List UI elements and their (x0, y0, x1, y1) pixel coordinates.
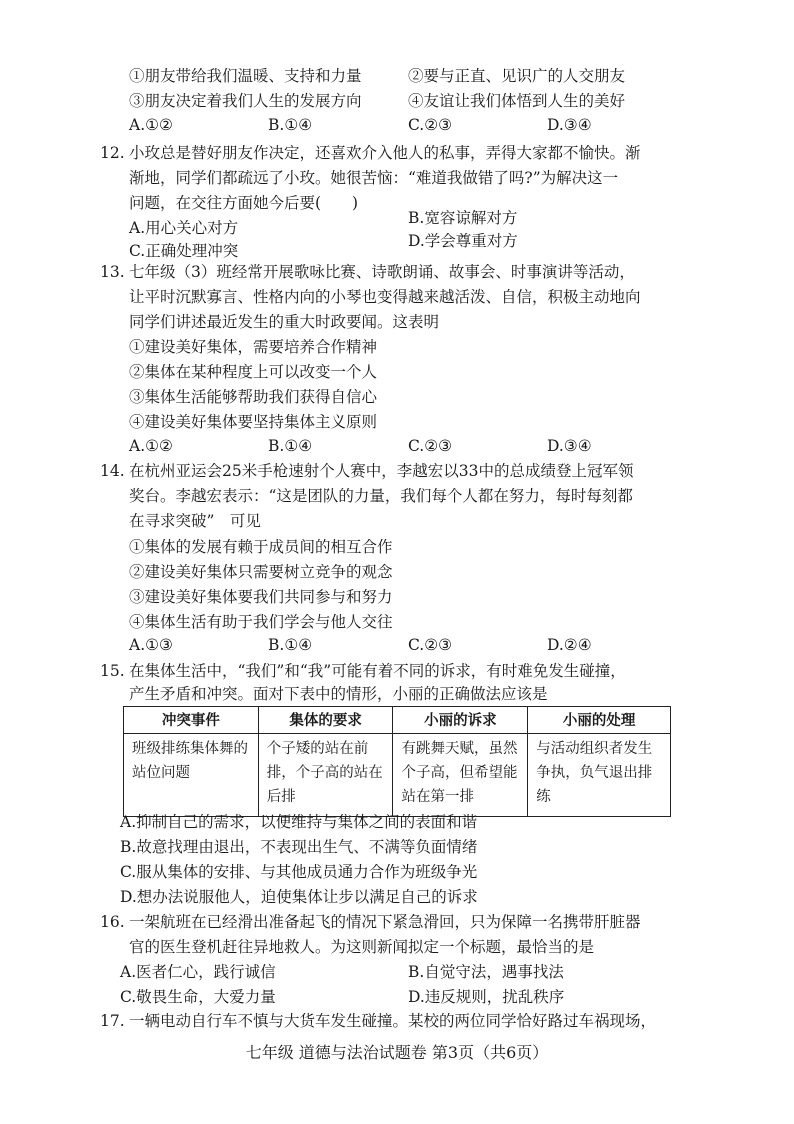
q15-stem-1: 在集体生活中，“我们”和“我”可能有着不同的诉求，有时难免发生碰撞， (129, 662, 626, 680)
table-header: 小丽的处理 (528, 707, 671, 734)
q13-statement-3: ③集体生活能够帮助我们获得自信心 (129, 388, 378, 406)
option-d: D.②④ (547, 636, 592, 654)
q13-stem-3: 同学们讲述最近发生的重大时政要闻。这表明 (129, 313, 440, 331)
q11-statement-4: ④友谊让我们体悟到人生的美好 (408, 92, 626, 110)
option-a: A.①② (129, 437, 173, 455)
q12-number: 12. (100, 144, 125, 162)
q16-stem-1: 一架航班在已经滑出准备起飞的情况下紧急滑回，只为保障一名携带肝脏器 (129, 913, 641, 931)
page-footer: 七年级 道德与法治试题卷 第3页（共6页） (245, 1043, 549, 1062)
q14-statement-4: ④集体生活有助于我们学会与他人交往 (129, 613, 393, 631)
option-a: A.①② (129, 116, 173, 134)
q14-stem-3: 在寻求突破” 可见 (129, 512, 261, 530)
q15-number: 15. (100, 662, 125, 680)
table-header: 冲突事件 (124, 707, 259, 734)
q12-option-b: B.宽容谅解对方 (408, 209, 518, 227)
q15-option-b: B.故意找理由退出，不表现出生气、不满等负面情绪 (120, 838, 478, 856)
q16-option-d: D.违反规则，扰乱秩序 (408, 988, 565, 1006)
option-b: B.①④ (268, 636, 313, 654)
q11-statement-2: ②要与正直、见识广的人交朋友 (408, 67, 626, 85)
q16-stem-2: 官的医生登机赶往异地救人。为这则新闻拟定一个标题，最恰当的是 (129, 938, 595, 956)
q14-stem-2: 奖台。李越宏表示：“这是团队的力量，我们每个人都在努力，每时每刻都 (129, 487, 633, 505)
q11-statement-1: ①朋友带给我们温暖、支持和力量 (129, 67, 362, 85)
q11-statement-3: ③朋友决定着我们人生的发展方向 (129, 92, 362, 110)
table-cell: 与活动组织者发生争执，负气退出排练 (528, 734, 671, 817)
q15-option-c: C.服从集体的安排、与其他成员通力合作为班级争光 (120, 863, 478, 881)
table-header: 小丽的诉求 (393, 707, 528, 734)
option-d: D.③④ (547, 116, 592, 134)
option-b: B.①④ (268, 116, 313, 134)
table-cell: 班级排练集体舞的站位问题 (124, 734, 259, 817)
q15-option-a: A.抑制自己的需求，以便维持与集体之间的表面和谐 (120, 813, 478, 831)
table-header-row (124, 707, 671, 734)
q14-statement-3: ③建设美好集体要我们共同参与和努力 (129, 588, 393, 606)
q14-statement-2: ②建设美好集体只需要树立竞争的观念 (129, 563, 393, 581)
q15-stem-2: 产生矛盾和冲突。面对下表中的情形，小丽的正确做法应该是 (129, 685, 548, 703)
q13-statement-1: ①建设美好集体，需要培养合作精神 (129, 338, 378, 356)
q17-number: 17. (100, 1012, 125, 1030)
q12-option-a: A.用心关心对方 (129, 219, 239, 237)
conflict-table (123, 706, 671, 817)
q12-option-c: C.正确处理冲突 (129, 242, 239, 260)
table-cell: 个子矮的站在前排，个子高的站在后排 (258, 734, 393, 817)
q14-stem-1: 在杭州亚运会25米手枪速射个人赛中，李越宏以33中的总成绩登上冠军领 (129, 462, 634, 480)
option-d: D.③④ (547, 437, 592, 455)
q15-option-d: D.想办法说服他人，迫使集体让步以满足自己的诉求 (120, 888, 478, 906)
q12-stem-1: 小玫总是替好朋友作决定，还喜欢介入他人的私事，弄得大家都不愉快。渐 (129, 144, 641, 162)
q16-option-a: A.医者仁心，践行诚信 (120, 963, 276, 981)
option-b: B.①④ (268, 437, 313, 455)
option-c: C.②③ (408, 636, 453, 654)
q16-option-c: C.敬畏生命，大爱力量 (120, 988, 276, 1006)
table-header: 集体的要求 (258, 707, 393, 734)
q16-number: 16. (100, 913, 125, 931)
table-row (124, 734, 671, 817)
q14-number: 14. (100, 462, 125, 480)
q17-stem-1: 一辆电动自行车不慎与大货车发生碰撞。某校的两位同学恰好路过车祸现场， (129, 1012, 657, 1030)
table-cell: 有跳舞天赋，虽然个子高，但希望能站在第一排 (393, 734, 528, 817)
q14-statement-1: ①集体的发展有赖于成员间的相互合作 (129, 538, 393, 556)
q12-option-d: D.学会尊重对方 (408, 232, 518, 250)
option-a: A.①③ (129, 636, 173, 654)
q12-stem-3: 问题，在交往方面她今后要( ) (129, 194, 359, 212)
option-c: C.②③ (408, 437, 453, 455)
q13-statement-2: ②集体在某种程度上可以改变一个人 (129, 363, 378, 381)
option-c: C.②③ (408, 116, 453, 134)
q13-number: 13. (100, 263, 125, 281)
q13-stem-2: 让平时沉默寡言、性格内向的小琴也变得越来越活泼、自信，积极主动地向 (129, 288, 641, 306)
q16-option-b: B.自觉守法，遇事找法 (408, 963, 564, 981)
q13-stem-1: 七年级（3）班经常开展歌咏比赛、诗歌朗诵、故事会、时事演讲等活动， (129, 263, 635, 281)
q13-statement-4: ④建设美好集体要坚持集体主义原则 (129, 413, 378, 431)
q12-stem-2: 渐地，同学们都疏远了小玫。她很苦恼：“难道我做错了吗?”为解决这一 (129, 169, 619, 187)
